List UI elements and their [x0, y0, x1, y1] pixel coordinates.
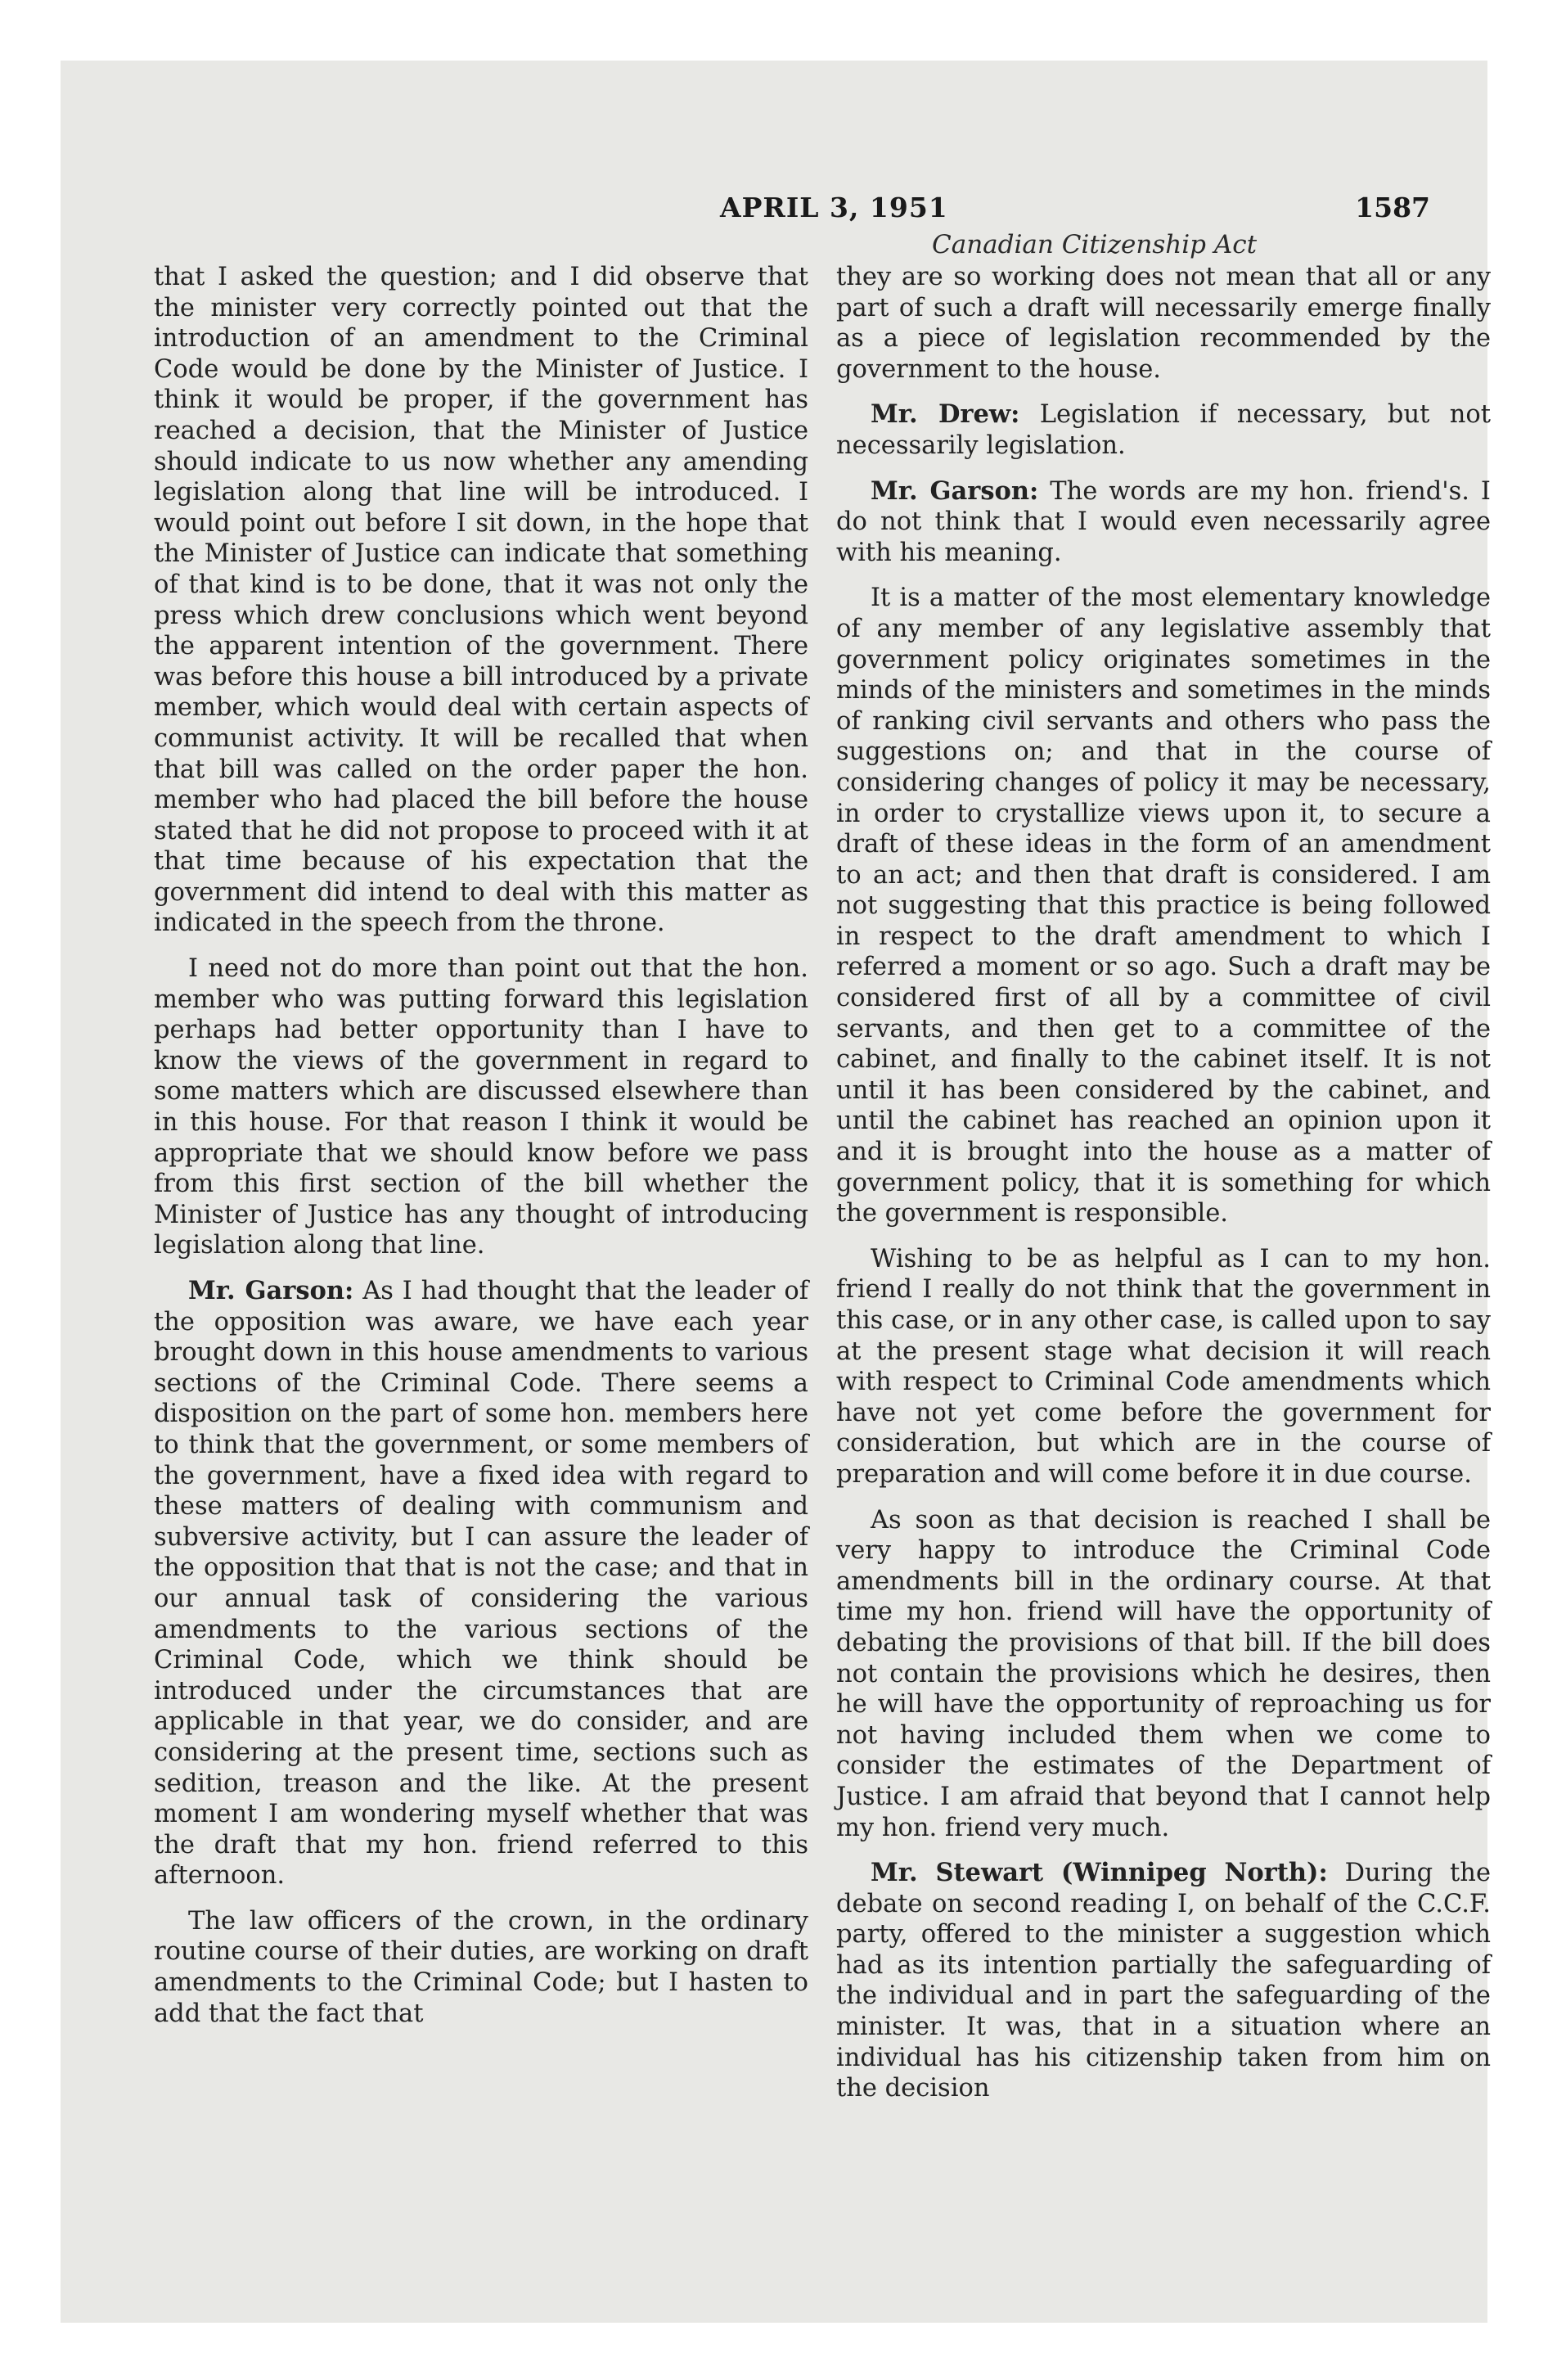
paragraph	[836, 1505, 1491, 1844]
left-column	[154, 262, 808, 2044]
section-title: Canadian Citizenship Act	[932, 230, 1258, 259]
paragraph-text: It is a matter of the most elementary knowledge of any member of any legislative assembly that government policy originates sometimes in the minds of the ministers and sometimes in the minds of ranking civil servants and others who pass the suggestions on; and that in the course of considering changes of policy it may be necessary, in order to crystallize views upon it, to secure a draft of these ideas in the form of an amendment to an act; and then that draft is considered. I am not suggesting that this practice is being followed in respect to the draft amendment to which I referred a moment or so ago. Such a draft may be considered first of all by a committee of civil servants, and then get to a committee of the cabinet, and finally to the cabinet itself. It is not until it has been considered by the cabinet, and until the cabinet has reached an opinion upon it and it is brought into the house as a matter of government policy, that it is something for which the government is responsible.	[836, 584, 1491, 1228]
paragraph	[836, 262, 1491, 385]
speaker-name: Mr. Drew:	[871, 399, 1020, 430]
paragraph	[154, 1276, 808, 1891]
paragraph-text: that I asked the question; and I did observe that the minister very correctly pointed out that the introduction of an amendment to the Criminal Code would be done by the Minister of Justice. I think it would be proper, if the government has reached a decision, that the Minister of Justice should indicate to us now whether any amending legislation along that line will be introduced. I would point out before I sit down, in the hope that the Minister of Justice can indicate that something of that kind is to be done, that it was not only the press which drew conclusions which went beyond the apparent intention of the government. There was before this house a bill introduced by a private member, which would deal with certain aspects of communist activity. It will be recalled that when that bill was called on the order paper the hon. member who had placed the bill before the house stated that he did not propose to proceed with it at that time because of his expectation that the government did intend to deal with this matter as indicated in the speech from the throne.	[154, 263, 808, 938]
speaker-name: Mr. Garson:	[188, 1276, 354, 1305]
paragraph	[154, 262, 808, 939]
paragraph-text: As I had thought that the leader of the opposition was aware, we have each year brought down in this house amendments to various sections of the Criminal Code. There seems a disposition on the part of some hon. members here to think that the government, or some members of the government, have a fixed idea with regard to these matters of dealing with communism and subversive activity, but I can assure the leader of the opposition that that is not the case; and that in our annual task of considering the various amendments to the various sections of the Criminal Code, which we think should be introduced under the circumstances that are applicable in that year, we do consider, and are considering at the present time, sections such as sedition, treason and the like. At the present moment I am wondering myself whether that was the draft that my hon. friend referred to this afternoon.	[154, 1277, 808, 1891]
page-scan	[61, 61, 1491, 2323]
paragraph	[836, 1244, 1491, 1490]
paragraph-text: I need not do more than point out that the hon. member who was putting forward this legislation perhaps had better opportunity than I have to know the views of the government in regard to some matters which are discussed elsewhere than in this house. For that reason I think it would be appropriate that we should know before we pass from this first section of the bill whether the Minister of Justice has any thought of introducing legislation along that line.	[154, 954, 808, 1260]
paragraph-text: they are so working does not mean that all or any part of such a draft will necessarily emerge finally as a piece of legislation recommended by the government to the house.	[836, 263, 1491, 384]
running-header	[61, 192, 1487, 228]
right-column	[836, 262, 1491, 2119]
paragraph	[154, 953, 808, 1261]
paragraph	[836, 476, 1491, 569]
paragraph-text: As soon as that decision is reached I shall be very happy to introduce the Criminal Code amendments bill in the ordinary course. At that time my hon. friend will have the opportunity of debating the provisions of that bill. If the bill does not contain the provisions which he desires, then he will have the opportunity of reproaching us for not having included them when we come to consider the estimates of the Department of Justice. I am afraid that beyond that I cannot help my hon. friend very much.	[836, 1505, 1491, 1842]
paragraph-text: The words are my hon. friend's. I do not think that I would even necessarily agree with his meaning.	[836, 476, 1491, 567]
paragraph-text: Wishing to be as helpful as I can to my hon. friend I really do not think that the government in this case, or in any other case, is called upon to say at the present stage what decision it will reach with respect to Criminal Code amendments which have not yet come before the government for consideration, but which are in the course of preparation and will come before it in due course.	[836, 1244, 1491, 1489]
paragraph	[836, 1858, 1491, 2104]
paragraph-text: The law officers of the crown, in the ordinary routine course of their duties, are working on draft amendments to the Criminal Code; but I hasten to add that the fact that	[154, 1906, 808, 2028]
paragraph-text: During the debate on second reading I, on behalf of the C.C.F. party, offered to the minister a suggestion which had as its intention partially the safeguarding of the individual and in part the safeguarding of the minister. It was, that in a situation where an individual has his citizenship taken from him on the decision	[836, 1859, 1491, 2103]
speaker-name: Mr. Garson:	[871, 476, 1039, 506]
header-date: APRIL 3, 1951	[720, 192, 948, 223]
paragraph	[836, 399, 1491, 461]
page-number: 1587	[1355, 192, 1430, 223]
speaker-name: Mr. Stewart (Winnipeg North):	[871, 1858, 1328, 1888]
paragraph-text: Legislation if necessary, but not necessarily legislation.	[836, 400, 1491, 460]
paragraph	[836, 583, 1491, 1228]
paragraph	[154, 1906, 808, 2029]
